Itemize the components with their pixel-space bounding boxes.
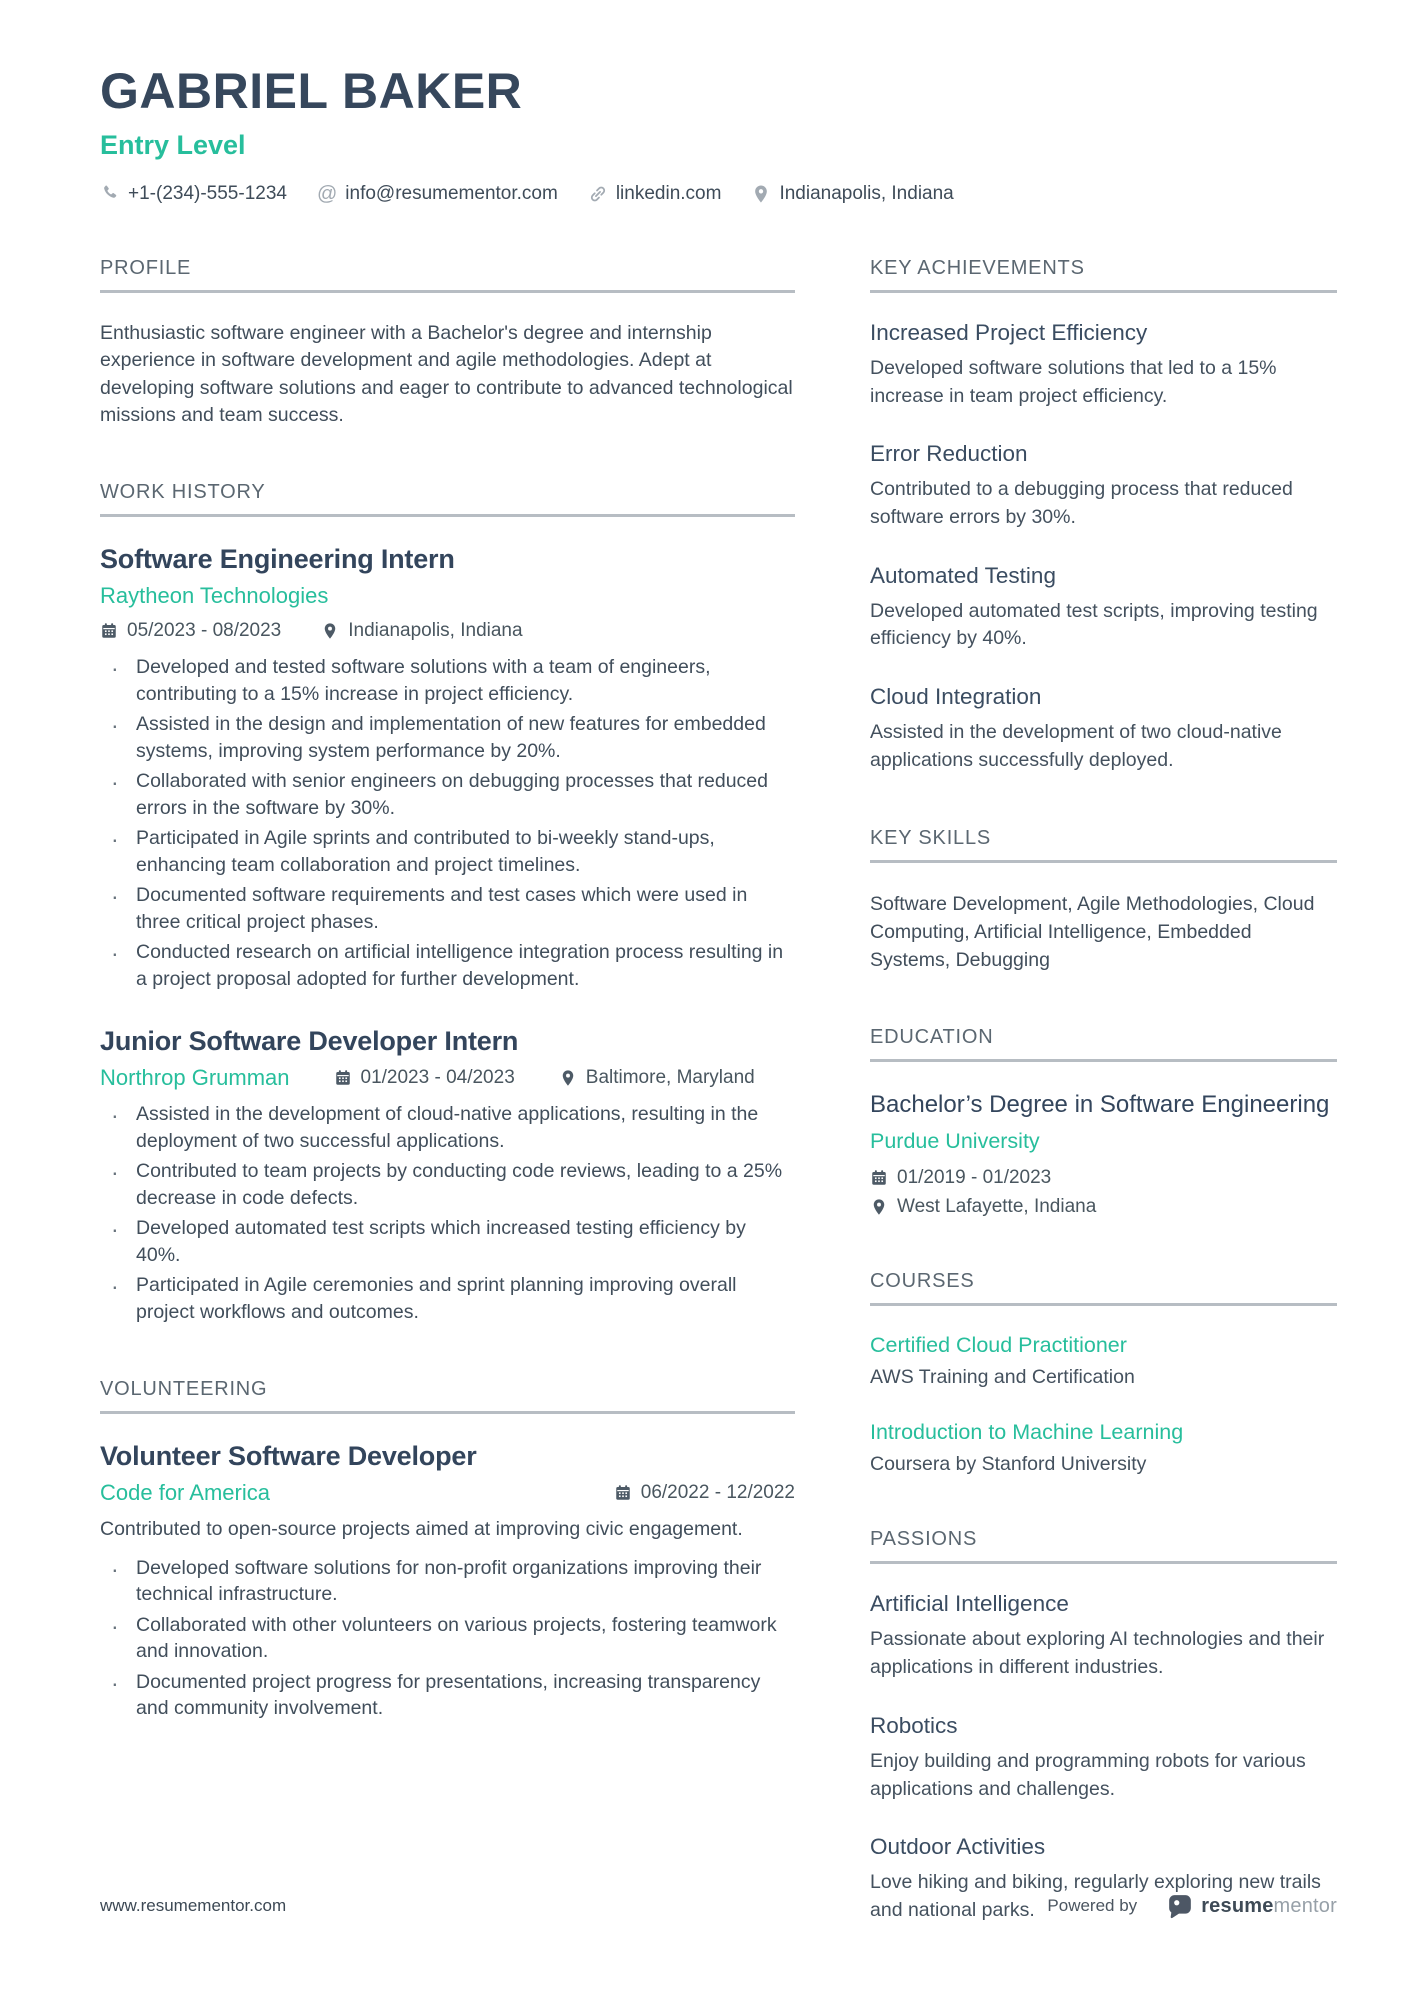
job-bullet: · Documented software requirements and test cases which were used in three critical project phases. xyxy=(100,882,795,935)
key-skills-section-title: KEY SKILLS xyxy=(870,827,1337,863)
job-entry xyxy=(100,1026,795,1325)
school-name: Purdue University xyxy=(870,1129,1040,1154)
volunteering-section xyxy=(100,1378,795,1722)
achievement-item xyxy=(870,441,1337,531)
job-dates-text: 05/2023 - 08/2023 xyxy=(127,620,282,642)
job-bullet: · Collaborated with senior engineers on debugging processes that reduced errors in the software by 30%. xyxy=(100,768,795,821)
volunteer-title: Volunteer Software Developer xyxy=(100,1440,477,1471)
education-section-title: EDUCATION xyxy=(870,1026,1337,1062)
passion-item xyxy=(870,1591,1337,1681)
volunteer-bullet: · Documented project progress for presentations, increasing transparency and community involvement. xyxy=(100,1669,795,1722)
job-dates-text: 01/2023 - 04/2023 xyxy=(360,1067,515,1089)
job-bullet: · Developed automated test scripts which increased testing efficiency by 40%. xyxy=(100,1215,795,1268)
resumementor-logo-text: resumementor xyxy=(1201,1894,1337,1917)
linkedin-contact[interactable] xyxy=(588,183,722,205)
education-dates-text: 01/2019 - 01/2023 xyxy=(897,1167,1052,1189)
person-title: Entry Level xyxy=(100,130,246,160)
course-item xyxy=(870,1333,1337,1389)
volunteer-bullet: · Developed software solutions for non-profit organizations improving their technical infrastructure. xyxy=(100,1555,795,1608)
achievement-desc: Contributed to a debugging process that reduced software errors by 30%. xyxy=(870,478,1293,529)
job-bullet: · Assisted in the development of cloud-native applications, resulting in the deployment of two successful applications. xyxy=(100,1101,795,1154)
course-name: Certified Cloud Practitioner xyxy=(870,1333,1127,1358)
left-column xyxy=(100,257,795,1925)
achievement-title: Cloud Integration xyxy=(870,684,1042,710)
job-title: Software Engineering Intern xyxy=(100,544,455,575)
email-address: info@resumementor.com xyxy=(345,183,558,204)
volunteer-org: Code for America xyxy=(100,1479,270,1505)
passion-item xyxy=(870,1713,1337,1803)
resumementor-logo xyxy=(1167,1893,1337,1919)
passion-desc: Enjoy building and programming robots for various applications and challenges. xyxy=(870,1749,1306,1800)
passions-section-title: PASSIONS xyxy=(870,1528,1337,1564)
job-location xyxy=(321,620,522,642)
courses-section xyxy=(870,1270,1337,1476)
achievement-title: Error Reduction xyxy=(870,441,1028,467)
resume-header xyxy=(100,62,1337,205)
powered-by-label: Powered by xyxy=(1047,1896,1138,1915)
job-bullet-list xyxy=(100,654,795,992)
job-bullet: · Developed and tested software solutions with a team of engineers, contributing to a 15% increase in project efficiency. xyxy=(100,654,795,707)
job-meta-row xyxy=(100,1065,795,1091)
degree-title: Bachelor’s Degree in Software Engineering xyxy=(870,1091,1330,1119)
location-text: Indianapolis, Indiana xyxy=(779,183,954,204)
course-item xyxy=(870,1420,1337,1476)
job-dates xyxy=(100,620,281,642)
passion-desc: Passionate about exploring AI technologies and their applications in different industries. xyxy=(870,1628,1325,1679)
volunteering-section-title: VOLUNTEERING xyxy=(100,1378,795,1414)
job-bullet: · Conducted research on artificial intelligence integration process resulting in a project proposal adopted for further development. xyxy=(100,939,795,992)
job-company: Raytheon Technologies xyxy=(100,583,329,609)
achievement-title: Automated Testing xyxy=(870,562,1056,588)
volunteer-summary: Contributed to open-source projects aimed at improving civic engagement. xyxy=(100,1517,743,1540)
job-meta-row xyxy=(100,620,795,642)
key-achievements-section-title: KEY ACHIEVEMENTS xyxy=(870,257,1337,293)
calendar-icon xyxy=(100,622,118,640)
profile-section-title: PROFILE xyxy=(100,257,795,293)
resumementor-logo-icon xyxy=(1167,1893,1193,1919)
course-provider: Coursera by Stanford University xyxy=(870,1453,1147,1476)
job-location-text: Baltimore, Maryland xyxy=(585,1067,755,1089)
achievement-title: Increased Project Efficiency xyxy=(870,320,1148,345)
achievement-item xyxy=(870,563,1337,653)
volunteer-bullet: · Collaborated with other volunteers on various projects, fostering teamwork and innovation. xyxy=(100,1612,795,1665)
location-pin-icon xyxy=(751,184,771,204)
job-entry xyxy=(100,544,795,992)
phone-contact xyxy=(100,183,287,205)
contact-row xyxy=(100,183,1337,205)
passion-title: Robotics xyxy=(870,1712,958,1738)
page-footer xyxy=(100,1893,1337,1919)
volunteer-dates xyxy=(614,1482,795,1504)
location-pin-icon xyxy=(321,622,339,640)
job-title: Junior Software Developer Intern xyxy=(100,1026,519,1057)
person-name: GABRIEL BAKER xyxy=(100,63,523,119)
achievement-item xyxy=(870,320,1337,410)
linkedin-url: linkedin.com xyxy=(615,183,722,204)
key-achievements-section xyxy=(870,257,1337,775)
passion-desc: Love hiking and biking, regularly exploring new trails and national parks. xyxy=(870,1871,1321,1921)
courses-section-title: COURSES xyxy=(870,1270,1337,1306)
website-link[interactable]: www.resumementor.com xyxy=(100,1896,287,1915)
job-bullet: · Assisted in the design and implementation of new features for embedded systems, improving system performance by 20%. xyxy=(100,711,795,764)
job-bullet: · Participated in Agile ceremonies and sprint planning improving overall project workflows and outcomes. xyxy=(100,1272,795,1325)
course-provider: AWS Training and Certification xyxy=(870,1366,1135,1389)
powered-by-block xyxy=(1047,1893,1337,1919)
location-contact xyxy=(751,183,953,205)
job-bullet: · Contributed to team projects by conducting code reviews, leading to a 25% decrease in code defects. xyxy=(100,1158,795,1211)
passion-title: Outdoor Activities xyxy=(870,1834,1046,1860)
education-location-text: West Lafayette, Indiana xyxy=(897,1196,1097,1218)
volunteer-entry xyxy=(100,1441,795,1722)
phone-number: +1-(234)-555-1234 xyxy=(128,183,287,204)
calendar-icon xyxy=(614,1484,632,1502)
education-location xyxy=(870,1196,1337,1218)
volunteer-meta-row xyxy=(100,1480,795,1506)
passions-section xyxy=(870,1528,1337,1924)
passion-title: Artificial Intelligence xyxy=(870,1591,1069,1617)
job-location xyxy=(559,1067,755,1089)
job-location-text: Indianapolis, Indiana xyxy=(348,620,523,642)
key-skills-section xyxy=(870,827,1337,975)
volunteer-dates-text: 06/2022 - 12/2022 xyxy=(640,1481,795,1503)
location-pin-icon xyxy=(870,1198,888,1216)
link-icon xyxy=(588,184,608,204)
job-bullet: · Participated in Agile sprints and contributed to bi-weekly stand-ups, enhancing team collaboration and project timelines. xyxy=(100,825,795,878)
calendar-icon xyxy=(334,1069,352,1087)
calendar-icon xyxy=(870,1169,888,1187)
key-skills-text: Software Development, Agile Methodologies, Cloud Computing, Artificial Intelligence, Embedded Systems, Debugging xyxy=(870,892,1315,972)
job-dates xyxy=(334,1067,515,1089)
job-company: Northrop Grumman xyxy=(100,1065,290,1091)
work-history-section xyxy=(100,481,795,1325)
phone-icon xyxy=(100,184,120,204)
achievement-desc: Developed software solutions that led to a 15% increase in team project efficiency. xyxy=(870,357,1277,407)
education-dates xyxy=(870,1167,1337,1189)
profile-text: Enthusiastic software engineer with a Bachelor's degree and internship experience in software development and agile methodologies. Adept at developing software solutions and eager to contribute to advanced technological missions and team success. xyxy=(100,322,793,426)
location-pin-icon xyxy=(559,1069,577,1087)
achievement-item xyxy=(870,684,1337,774)
volunteer-bullet-list xyxy=(100,1555,795,1722)
work-history-section-title: WORK HISTORY xyxy=(100,481,795,517)
right-column xyxy=(870,257,1337,1925)
email-contact[interactable] xyxy=(317,183,558,205)
achievement-desc: Assisted in the development of two cloud-native applications successfully deployed. xyxy=(870,721,1282,771)
course-name: Introduction to Machine Learning xyxy=(870,1420,1184,1445)
achievement-desc: Developed automated test scripts, improving testing efficiency by 40%. xyxy=(870,599,1318,650)
at-sign-icon: @ xyxy=(316,183,338,205)
education-section xyxy=(870,1026,1337,1218)
profile-section xyxy=(100,257,795,429)
job-bullet-list xyxy=(100,1101,795,1325)
